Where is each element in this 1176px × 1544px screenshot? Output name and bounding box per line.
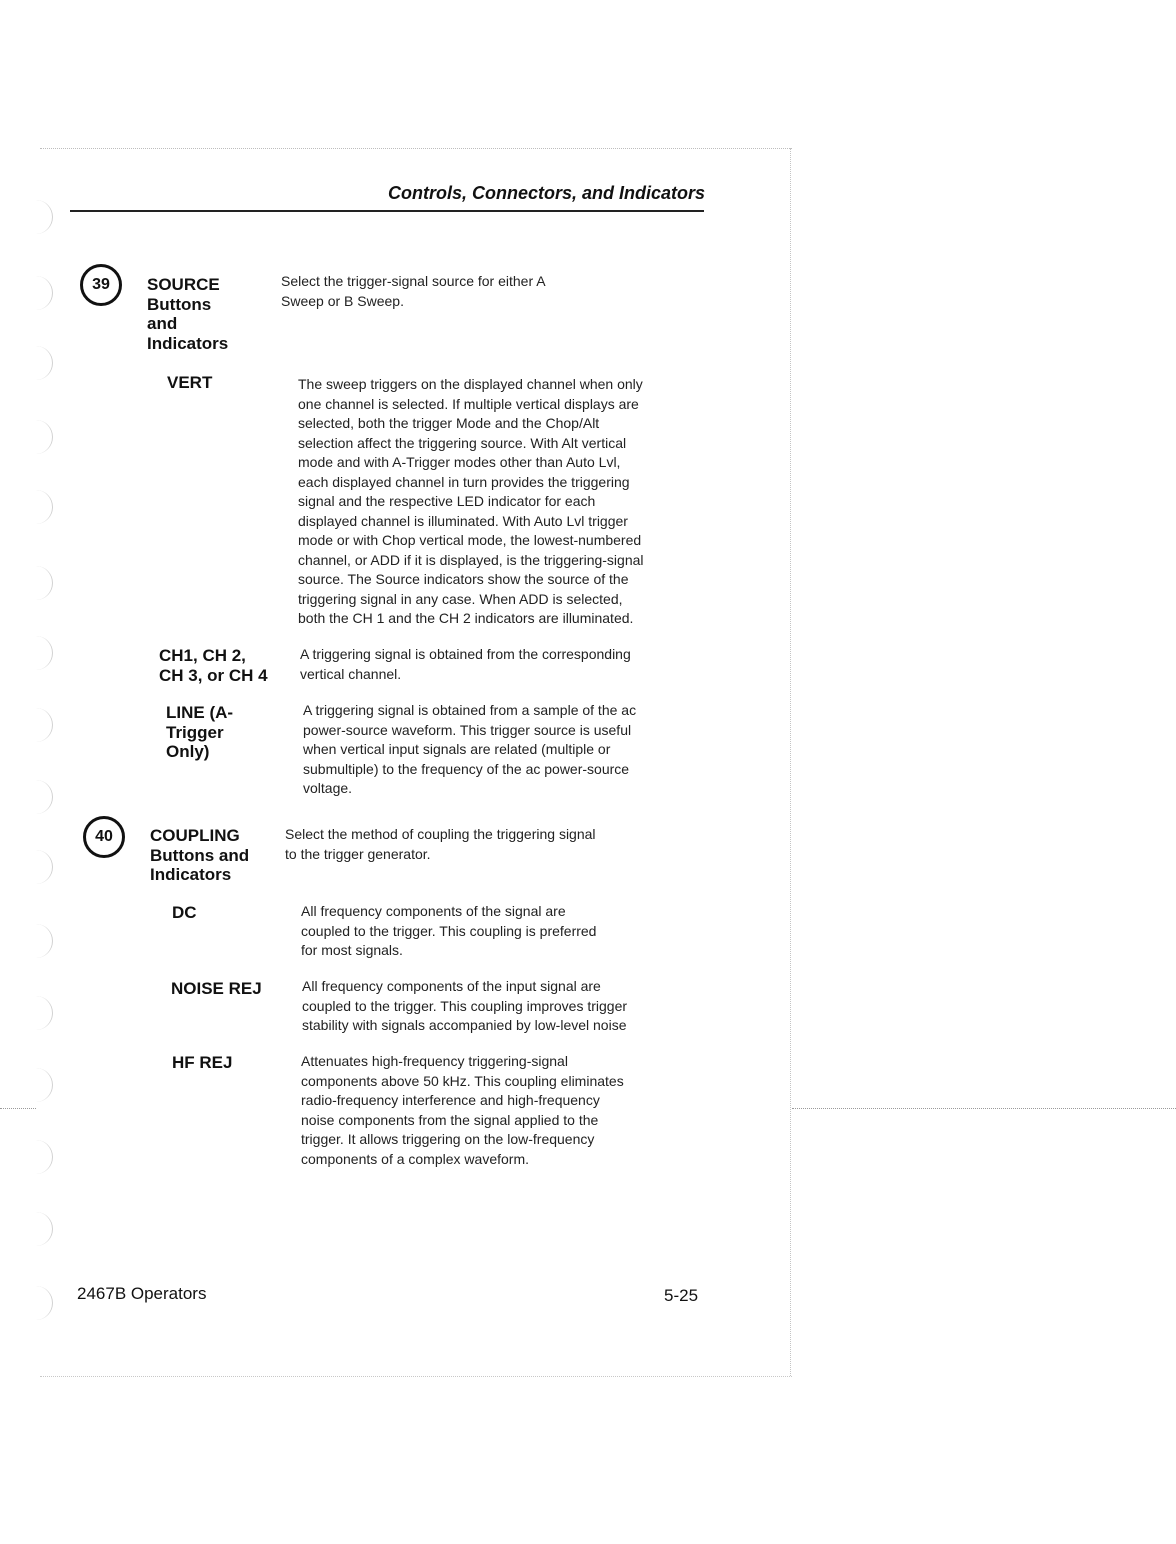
- header-rule: [70, 210, 704, 212]
- footer-page-number: 5-25: [664, 1286, 699, 1305]
- item-number-badge: 39: [80, 264, 122, 306]
- binder-hole: [36, 924, 53, 958]
- binder-hole: [36, 636, 53, 670]
- section-term-source: SOURCE Buttons and Indicators: [147, 275, 229, 353]
- subitem-description-dc: All frequency components of the signal are coupled to the trigger. This coupling is preferred for most signals.: [301, 903, 597, 958]
- binder-hole: [36, 1286, 53, 1320]
- binder-hole: [36, 420, 53, 454]
- page-edge-top: [40, 148, 792, 149]
- item-number-badge: 40: [83, 816, 125, 858]
- binder-hole: [36, 200, 53, 234]
- binder-hole: [36, 1140, 53, 1174]
- subitem-term-line: LINE (A- Trigger Only): [166, 703, 234, 761]
- section-description-source: Select the trigger-signal source for either A Sweep or B Sweep.: [281, 273, 546, 309]
- subitem-description-noise-rej: All frequency components of the input signal are coupled to the trigger. This coupling improves trigger stability with signals accompanied by low-level noise: [302, 978, 628, 1033]
- scan-line-right: [792, 1108, 1176, 1109]
- section-term-coupling: COUPLING Buttons and Indicators: [150, 826, 250, 884]
- subitem-description-vert: The sweep triggers on the displayed channel when only one channel is selected. If multiple vertical displays are selected, both the trigger Mode and the Chop/Alt selection affect the triggering source. With Alt vertical mode and with A-Trigger modes other than Auto Lvl, each displayed channel in turn provides the triggering signal and the respective LED indicator for each displayed channel is illuminated. With Auto Lvl trigger mode or with Chop vertical mode, the lowest-numbered channel, or ADD if it is displayed, is the triggering-signal source. The Source indicators show the source of the triggering signal in any case. When ADD is selected, both the CH 1 and the CH 2 indicators are illuminated.: [298, 376, 644, 626]
- subitem-term-noise-rej: NOISE REJ: [171, 979, 262, 998]
- page-edge-right: [790, 148, 791, 1376]
- subitem-description-line: A triggering signal is obtained from a sample of the ac power-source waveform. This trigger source is useful when vertical input signals are related (multiple or submultiple) to the frequency of the ac power-source voltage.: [303, 702, 637, 796]
- subitem-term-channels: CH1, CH 2, CH 3, or CH 4: [159, 646, 268, 685]
- subitem-term-dc: DC: [172, 903, 197, 922]
- binder-hole: [36, 708, 53, 742]
- binder-hole: [36, 996, 53, 1030]
- binder-hole: [36, 490, 53, 524]
- binder-hole: [36, 566, 53, 600]
- binder-hole: [36, 276, 53, 310]
- subitem-description-channels: A triggering signal is obtained from the corresponding vertical channel.: [300, 646, 631, 682]
- subitem-description-hf-rej: Attenuates high-frequency triggering-signal components above 50 kHz. This coupling eliminates radio-frequency interference and high-frequency noise components from the signal applied to the trigger. It allows triggering on the low-frequency components of a complex waveform.: [301, 1053, 624, 1167]
- binder-hole: [36, 780, 53, 814]
- binder-hole: [36, 850, 53, 884]
- subitem-term-vert: VERT: [167, 373, 213, 392]
- page-edge-bottom: [40, 1376, 792, 1377]
- scan-line-left: [0, 1108, 36, 1109]
- footer-manual-title: 2467B Operators: [77, 1284, 207, 1303]
- binder-hole: [36, 346, 53, 380]
- page-header-title: Controls, Connectors, and Indicators: [388, 183, 706, 203]
- section-description-coupling: Select the method of coupling the triggering signal to the trigger generator.: [285, 826, 596, 862]
- subitem-term-hf-rej: HF REJ: [172, 1053, 233, 1072]
- binder-hole: [36, 1068, 53, 1102]
- binder-hole: [36, 1212, 53, 1246]
